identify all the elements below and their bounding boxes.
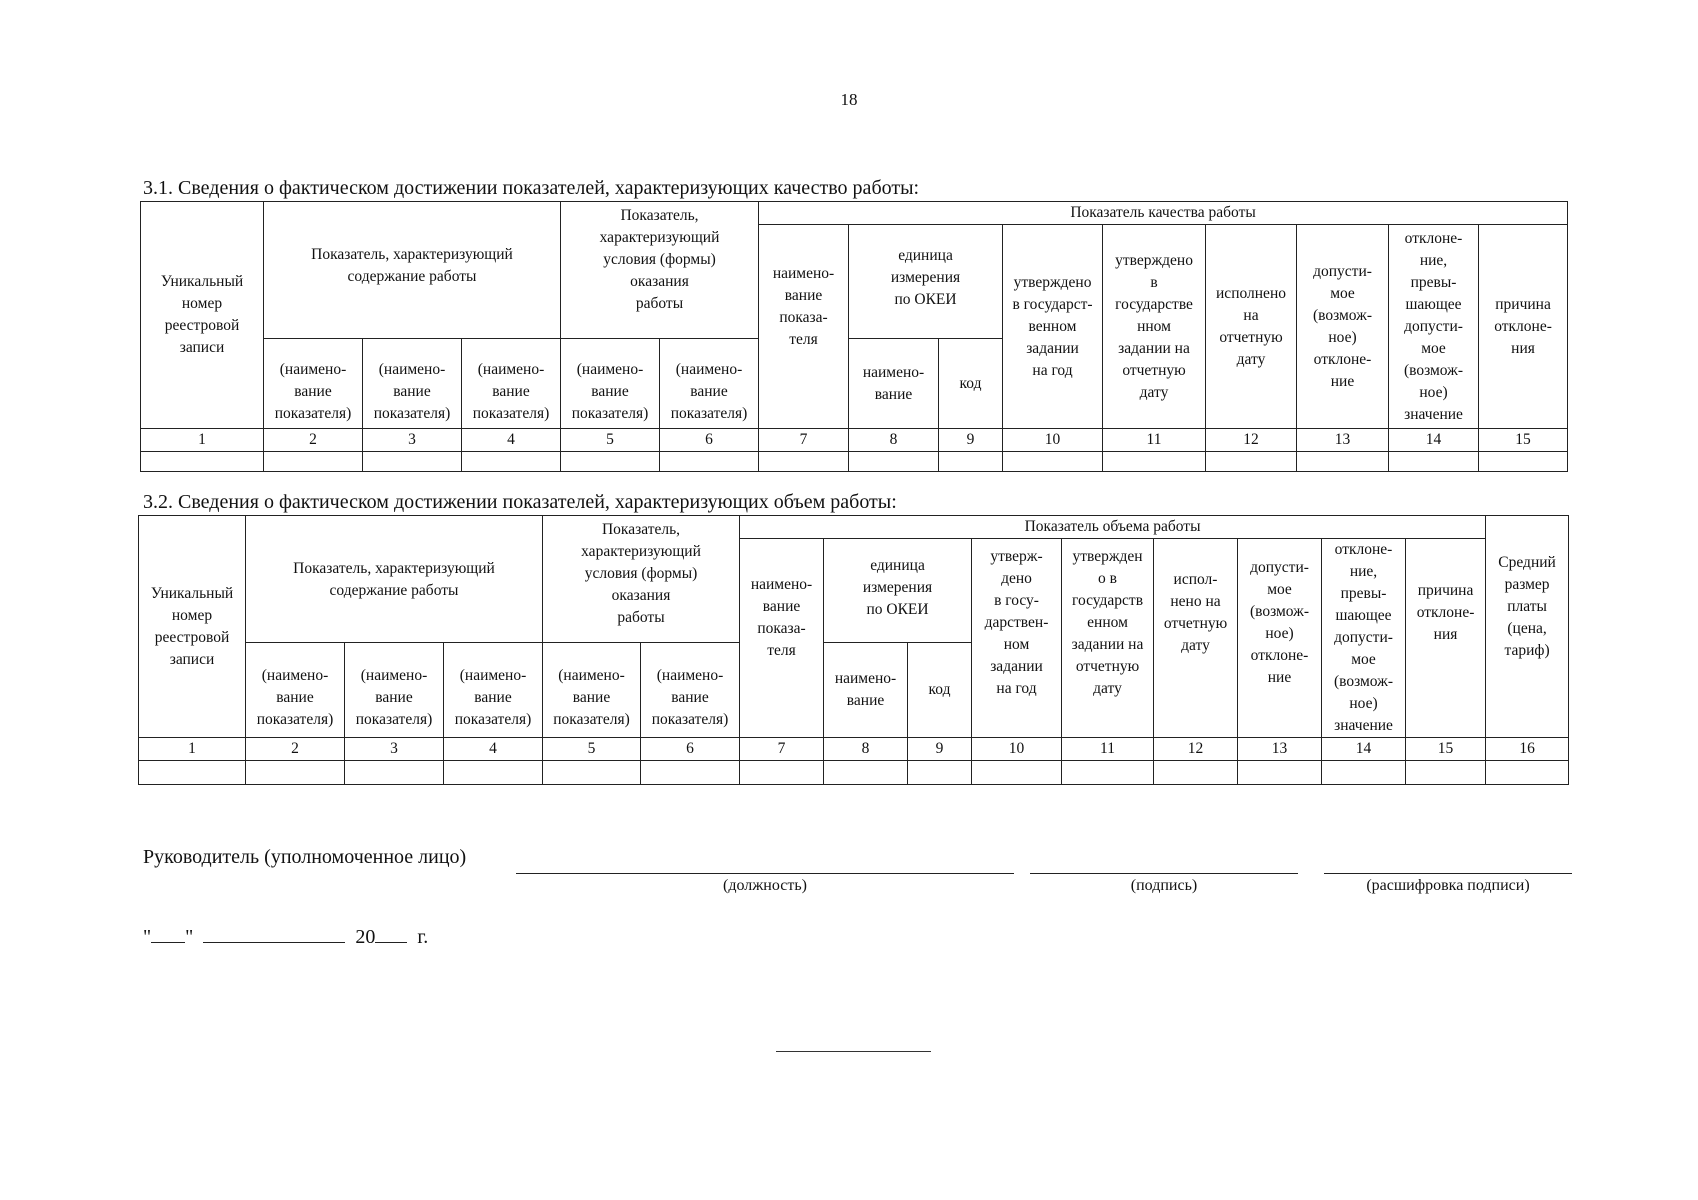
header-unit-name: наимено- вание: [849, 339, 939, 429]
header-approved-report-date: утверждено в государстве нном задании на отчетную дату: [1103, 225, 1206, 429]
data-cell: [1003, 452, 1103, 472]
signature-decoding-caption: (расшифровка подписи): [1366, 877, 1530, 894]
volume-table: [138, 515, 1569, 785]
data-cell: [1486, 761, 1569, 785]
date-close-quote: ": [185, 926, 194, 948]
column-number: 16: [1486, 738, 1569, 761]
header-unique-number: Уникальный номер реестровой записи: [139, 516, 246, 738]
column-number-row: [141, 429, 1568, 452]
column-number: 4: [462, 429, 561, 452]
data-cell: [444, 761, 543, 785]
data-cell: [824, 761, 908, 785]
data-cell: [363, 452, 462, 472]
column-number-row: [139, 738, 1569, 761]
empty-data-row: [139, 761, 1569, 785]
header-sub-indicator-6: (наимено- вание показателя): [660, 339, 759, 429]
day-blank[interactable]: [151, 924, 185, 943]
column-number: 2: [264, 429, 363, 452]
date-open-quote: ": [143, 926, 152, 948]
signature-decoding-line[interactable]: [1324, 873, 1572, 874]
column-number: 5: [543, 738, 641, 761]
data-cell: [908, 761, 972, 785]
header-approved-year: утверж- дено в госу- дарствен- ном задании на год: [972, 539, 1062, 738]
data-cell: [1406, 761, 1486, 785]
data-cell: [1389, 452, 1479, 472]
month-blank[interactable]: [203, 924, 345, 943]
data-cell: [1297, 452, 1389, 472]
column-number: 12: [1206, 429, 1297, 452]
column-number: 1: [141, 429, 264, 452]
column-number: 10: [972, 738, 1062, 761]
header-deviation-reason: причина отклоне- ния: [1479, 225, 1568, 429]
column-number: 5: [561, 429, 660, 452]
column-number: 7: [740, 738, 824, 761]
signatory-label: Руководитель (уполномоченное лицо): [143, 846, 467, 868]
column-number: 8: [849, 429, 939, 452]
column-number: 13: [1297, 429, 1389, 452]
header-sub-indicator-3: (наимено- вание показателя): [363, 339, 462, 429]
data-cell: [1103, 452, 1206, 472]
column-number: 3: [345, 738, 444, 761]
column-number: 15: [1479, 429, 1568, 452]
header-volume-indicator-group: Показатель объема работы: [740, 516, 1486, 539]
year-suffix: г.: [417, 926, 429, 948]
header-sub-indicator-2: (наимено- вание показателя): [264, 339, 363, 429]
header-condition-indicator: Показатель, характеризующий условия (формы) оказания работы: [543, 516, 740, 643]
column-number: 14: [1322, 738, 1406, 761]
data-cell: [462, 452, 561, 472]
header-approved-report-date: утвержден о в государств енном задании на отчетную дату: [1062, 539, 1154, 738]
header-approved-year: утверждено в государст- венном задании на год: [1003, 225, 1103, 429]
section-title-quality: 3.1. Сведения о фактическом достижении показателей, характеризующих качество работы:: [143, 177, 920, 199]
column-number: 15: [1406, 738, 1486, 761]
signature-caption: (подпись): [1130, 877, 1198, 894]
column-number: 11: [1103, 429, 1206, 452]
header-content-indicator: Показатель, характеризующий содержание работы: [264, 202, 561, 339]
header-sub-indicator-6: (наимено- вание показателя): [641, 643, 740, 738]
header-allowed-deviation: допусти- мое (возмож- ное) отклоне- ние: [1238, 539, 1322, 738]
data-cell: [759, 452, 849, 472]
data-cell: [139, 761, 246, 785]
header-sub-indicator-5: (наимено- вание показателя): [543, 643, 641, 738]
date-line: [143, 924, 428, 949]
data-cell: [1479, 452, 1568, 472]
header-exceeding-deviation: отклоне- ние, превы- шающее допусти- мое (возмож- ное) значение: [1389, 225, 1479, 429]
column-number: 7: [759, 429, 849, 452]
header-sub-indicator-2: (наимено- вание показателя): [246, 643, 345, 738]
column-number: 9: [908, 738, 972, 761]
column-number: 9: [939, 429, 1003, 452]
data-cell: [641, 761, 740, 785]
section-title-volume: 3.2. Сведения о фактическом достижении показателей, характеризующих объем работы:: [143, 491, 897, 513]
data-cell: [1238, 761, 1322, 785]
data-cell: [740, 761, 824, 785]
column-number: 12: [1154, 738, 1238, 761]
column-number: 3: [363, 429, 462, 452]
column-number: 6: [660, 429, 759, 452]
empty-data-row: [141, 452, 1568, 472]
header-executed: исполнено на отчетную дату: [1206, 225, 1297, 429]
header-sub-indicator-5: (наимено- вание показателя): [561, 339, 660, 429]
signature-line[interactable]: [1030, 873, 1298, 874]
header-unit-okei: единица измерения по ОКЕИ: [824, 539, 972, 643]
year-prefix: 20: [355, 926, 376, 948]
header-exceeding-deviation: отклоне- ние, превы- шающее допусти- мое (возмож- ное) значение: [1322, 539, 1406, 738]
column-number: 8: [824, 738, 908, 761]
footer-divider: [776, 1051, 931, 1052]
header-unique-number: Уникальный номер реестровой записи: [141, 202, 264, 429]
column-number: 6: [641, 738, 740, 761]
column-number: 14: [1389, 429, 1479, 452]
header-unit-name: наимено- вание: [824, 643, 908, 738]
data-cell: [1322, 761, 1406, 785]
data-cell: [849, 452, 939, 472]
data-cell: [246, 761, 345, 785]
column-number: 10: [1003, 429, 1103, 452]
header-quality-indicator-group: Показатель качества работы: [759, 202, 1568, 225]
data-cell: [141, 452, 264, 472]
header-executed: испол- нено на отчетную дату: [1154, 539, 1238, 738]
header-indicator-name: наимено- вание показа- теля: [740, 539, 824, 738]
data-cell: [1062, 761, 1154, 785]
data-cell: [264, 452, 363, 472]
header-condition-indicator: Показатель, характеризующий условия (формы) оказания работы: [561, 202, 759, 339]
header-unit-okei: единица измерения по ОКЕИ: [849, 225, 1003, 339]
header-indicator-name: наимено- вание показа- теля: [759, 225, 849, 429]
column-number: 4: [444, 738, 543, 761]
column-number: 1: [139, 738, 246, 761]
header-unit-code: код: [908, 643, 972, 738]
header-allowed-deviation: допусти- мое (возмож- ное) отклоне- ние: [1297, 225, 1389, 429]
header-deviation-reason: причина отклоне- ния: [1406, 539, 1486, 738]
column-number: 11: [1062, 738, 1154, 761]
header-average-price: Средний размер платы (цена, тариф): [1486, 516, 1569, 738]
year-blank[interactable]: [375, 924, 407, 943]
data-cell: [561, 452, 660, 472]
column-number: 13: [1238, 738, 1322, 761]
page-number: 18: [840, 90, 858, 109]
header-unit-code: код: [939, 339, 1003, 429]
data-cell: [1154, 761, 1238, 785]
column-number: 2: [246, 738, 345, 761]
data-cell: [1206, 452, 1297, 472]
header-sub-indicator-4: (наимено- вание показателя): [444, 643, 543, 738]
position-line[interactable]: [516, 873, 1014, 874]
header-sub-indicator-3: (наимено- вание показателя): [345, 643, 444, 738]
data-cell: [660, 452, 759, 472]
header-sub-indicator-4: (наимено- вание показателя): [462, 339, 561, 429]
data-cell: [345, 761, 444, 785]
header-content-indicator: Показатель, характеризующий содержание работы: [246, 516, 543, 643]
position-caption: (должность): [723, 877, 807, 894]
data-cell: [972, 761, 1062, 785]
data-cell: [543, 761, 641, 785]
data-cell: [939, 452, 1003, 472]
quality-table: [140, 201, 1568, 472]
